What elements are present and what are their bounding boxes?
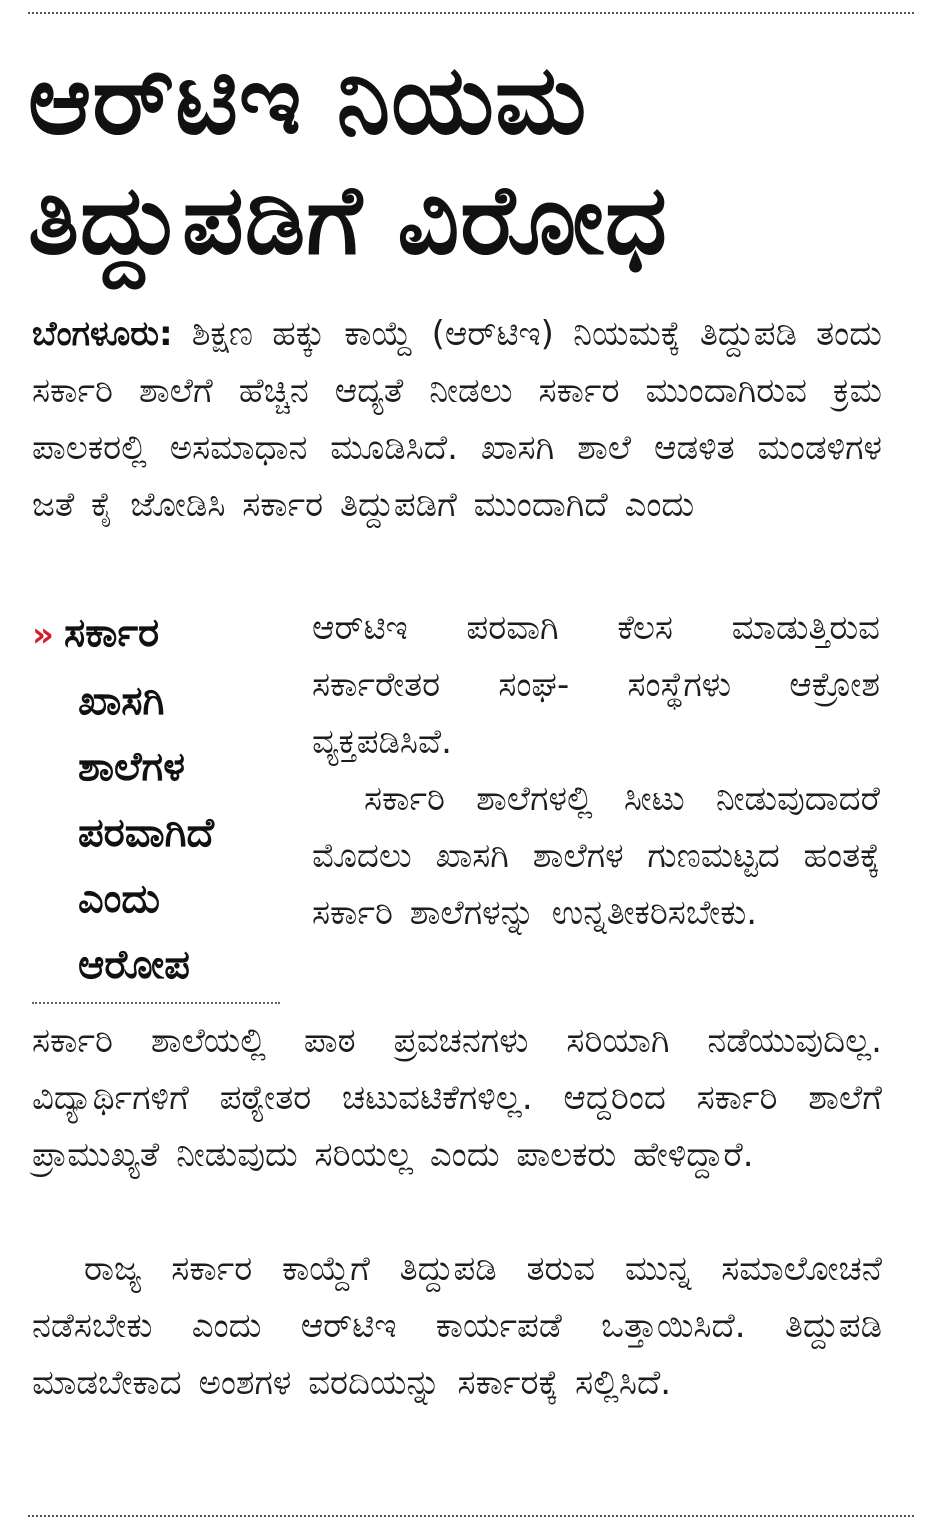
paragraph-1-text: ಶಿಕ್ಷಣ ಹಕ್ಕು ಕಾಯ್ದೆ (ಆರ್‌ಟಿಇ) ನಿಯಮಕ್ಕೆ ತಿದ್ದುಪಡಿ ತಂದು ಸರ್ಕಾರಿ ಶಾಲೆಗೆ ಹೆಚ್ಚಿನ ಆದ್ಯತೆ ನೀಡಲು ಸರ್ಕಾರ ಮುಂದಾಗಿರುವ ಕ್ರಮ ಪಾಲಕರಲ್ಲಿ ಅಸಮಾಧಾನ ಮೂಡಿಸಿದೆ. ಖಾಸಗಿ ಶಾಲೆ ಆಡಳಿತ ಮಂಡಳಿಗಳ ಜತೆ ಕೈ ಜೋಡಿಸಿ ಸರ್ಕಾರ ತಿದ್ದುಪಡಿಗೆ ಮುಂದಾಗಿದೆ ಎಂದು	[32, 314, 882, 525]
pull-quote-line: ಎಂದು	[78, 876, 160, 922]
headline-line-1: ಆರ್‌ಟಿಇ ನಿಯಮ	[28, 44, 588, 156]
pull-quote-line: ಪರವಾಗಿದೆ	[78, 810, 214, 856]
pull-quote-line: ಆರೋಪ	[78, 942, 190, 988]
top-dotted-rule	[28, 12, 914, 14]
pull-quote-line: ಖಾಸಗಿ	[78, 678, 165, 724]
article-paragraph-3: ಸರ್ಕಾರಿ ಶಾಲೆಗಳಲ್ಲಿ ಸೀಟು ನೀಡುವುದಾದರೆ ಮೊದಲು ಖಾಸಗಿ ಶಾಲೆಗಳ ಗುಣಮಟ್ಟದ ಹಂತಕ್ಕೆ ಸರ್ಕಾರಿ ಶಾಲೆಗಳನ್ನು ಉನ್ನತೀಕರಿಸಬೇಕು.	[312, 779, 880, 933]
pull-quote-marker-icon: »	[32, 615, 54, 655]
article-paragraph-4: ಸರ್ಕಾರಿ ಶಾಲೆಯಲ್ಲಿ ಪಾಠ ಪ್ರವಚನಗಳು ಸರಿಯಾಗಿ ನಡೆಯುವುದಿಲ್ಲ. ವಿದ್ಯಾರ್ಥಿಗಳಿಗೆ ಪಠ್ಯೇತರ ಚಟುವಟಿಕೆಗಳಿಲ್ಲ. ಆದ್ದರಿಂದ ಸರ್ಕಾರಿ ಶಾಲೆಗೆ ಪ್ರಾಮುಖ್ಯತೆ ನೀಡುವುದು ಸರಿಯಲ್ಲ ಎಂದು ಪಾಲಕರು ಹೇಳಿದ್ದಾರೆ.	[32, 1021, 882, 1175]
bottom-dotted-rule	[28, 1515, 914, 1517]
article-paragraph-5: ರಾಜ್ಯ ಸರ್ಕಾರ ಕಾಯ್ದೆಗೆ ತಿದ್ದುಪಡಿ ತರುವ ಮುನ್ನ ಸಮಾಲೋಚನೆ ನಡೆಸಬೇಕು ಎಂದು ಆರ್‌ಟಿಇ ಕಾರ್ಯಪಡೆ ಒತ್ತಾಯಿಸಿದೆ. ತಿದ್ದುಪಡಿ ಮಾಡಬೇಕಾದ ಅಂಶಗಳ ವರದಿಯನ್ನು ಸರ್ಕಾರಕ್ಕೆ ಸಲ್ಲಿಸಿದೆ.	[32, 1249, 882, 1403]
headline-line-2: ತಿದ್ದುಪಡಿಗೆ ವಿರೋಧ	[28, 164, 668, 276]
article-paragraph-1	[32, 306, 882, 534]
article-paragraph-2: ಆರ್‌ಟಿಇ ಪರವಾಗಿ ಕೆಲಸ ಮಾಡುತ್ತಿರುವ ಸರ್ಕಾರೇತರ ಸಂಘ- ಸಂಸ್ಥೆಗಳು ಆಕ್ರೋಶ ವ್ಯಕ್ತಪಡಿಸಿವೆ.	[312, 608, 880, 762]
pull-quote-line: ಸರ್ಕಾರ	[63, 610, 160, 656]
pull-quote	[32, 600, 294, 998]
pull-quote-line: ಶಾಲೆಗಳ	[78, 744, 185, 790]
headline	[28, 40, 918, 280]
pull-quote-dotted-rule	[32, 1002, 280, 1004]
dateline: ಬೆಂಗಳೂರು:	[32, 314, 173, 354]
